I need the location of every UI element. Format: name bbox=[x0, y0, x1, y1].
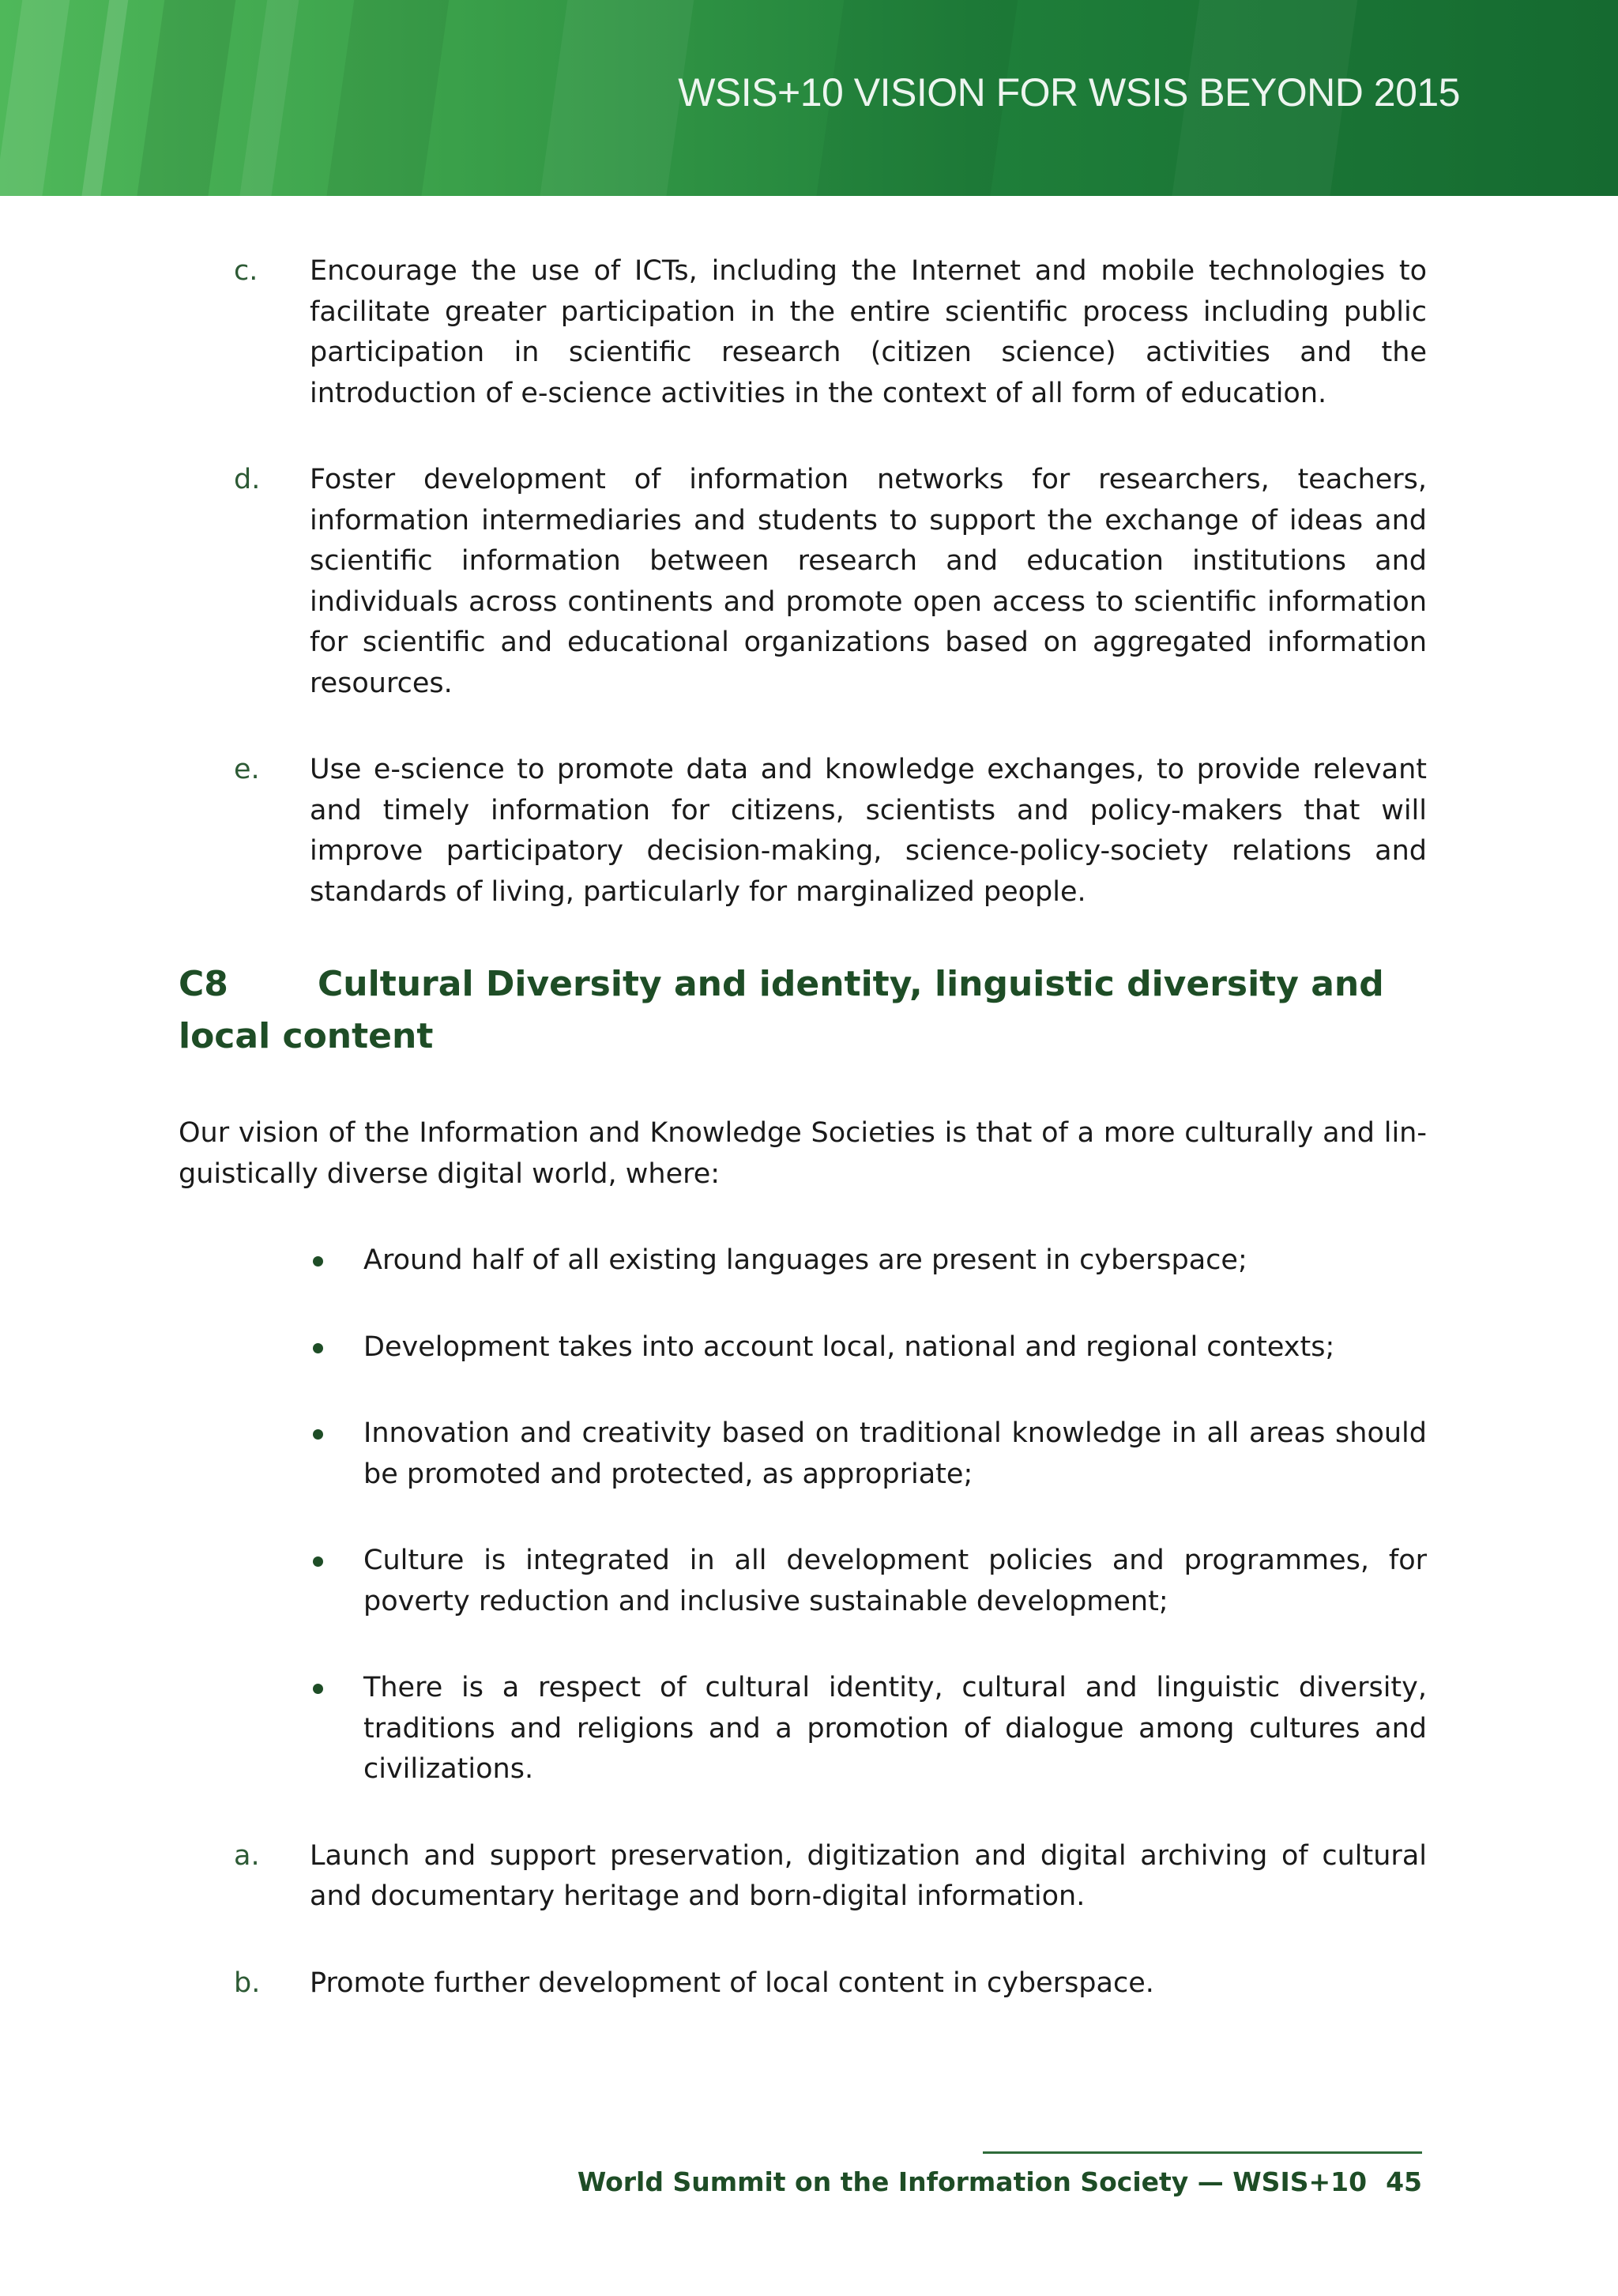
list-item-c bbox=[179, 251, 1427, 414]
bullet-icon bbox=[310, 1668, 363, 1790]
bullet-text: There is a respect of cultural identity, cultural and linguistic diversity, traditions and religions and a promotion of dialogue among cultures and civilizations. bbox=[363, 1672, 1427, 1785]
list-marker: a. bbox=[234, 1839, 260, 1872]
bullet-icon bbox=[310, 1541, 363, 1622]
bullet-text: Development takes into account local, national and regional contexts; bbox=[363, 1331, 1335, 1363]
bullet-text: Culture is integrated in all development policies and programmes, for poverty reduction and inclusive sustainable development; bbox=[363, 1545, 1427, 1617]
bullet-item bbox=[310, 1541, 1427, 1622]
banner-decoration bbox=[536, 0, 696, 196]
list-item-text: Launch and support preservation, digitization and digital archiving of cultural and documentary heritage and born-digital information. bbox=[310, 1839, 1427, 1912]
bullet-item bbox=[310, 1327, 1427, 1368]
section-title: Cultural Diversity and identity, linguistic diversity and local content bbox=[179, 964, 1384, 1056]
footer-text: World Summit on the Information Society — WSIS+10 bbox=[577, 2166, 1368, 2197]
bullet-icon bbox=[310, 1240, 363, 1282]
banner-title: WSIS+10 VISION FOR WSIS BEYOND 2015 bbox=[678, 70, 1460, 115]
bullet-icon bbox=[310, 1413, 363, 1495]
banner-decoration bbox=[0, 0, 72, 196]
list-item-e bbox=[179, 750, 1427, 913]
section-heading bbox=[179, 958, 1427, 1063]
banner-decoration bbox=[323, 0, 451, 196]
list-marker: d. bbox=[234, 464, 261, 495]
list-item-text: Encourage the use of ICTs, including the Internet and mobile technologies to facilitate greater participation in the entire scientific process including public participation in scientific research (citizen science) activities and the introduction of e-science activities in the context of all form of education. bbox=[310, 255, 1427, 409]
list-item-text: Promote further development of local content in cyberspace. bbox=[310, 1967, 1154, 1999]
bullet-text: Around half of all existing languages are present in cyberspace; bbox=[363, 1244, 1247, 1276]
banner-decoration bbox=[236, 0, 301, 196]
bullet-text: Innovation and creativity based on traditional knowledge in all areas should be promoted and protected, as appropriate; bbox=[363, 1417, 1427, 1490]
list-item-d bbox=[179, 460, 1427, 704]
banner-decoration bbox=[78, 0, 130, 196]
list-item-b bbox=[179, 1963, 1427, 2004]
bullet-list bbox=[179, 1240, 1427, 1790]
page-content bbox=[179, 251, 1427, 2049]
list-marker: e. bbox=[234, 754, 260, 785]
banner-decoration bbox=[134, 0, 238, 196]
list-marker: c. bbox=[234, 255, 258, 287]
list-item-a bbox=[179, 1836, 1427, 1918]
bullet-item bbox=[310, 1413, 1427, 1495]
section-intro: Our vision of the Information and Knowledge Societies is that of a more culturally and lin-guistically diverse digital world, where: bbox=[179, 1117, 1427, 1190]
header-banner bbox=[0, 0, 1618, 196]
list-marker: b. bbox=[234, 1967, 261, 1999]
bullet-item bbox=[310, 1668, 1427, 1790]
bullet-item bbox=[310, 1240, 1427, 1282]
page-footer bbox=[578, 2166, 1422, 2197]
footer-divider bbox=[983, 2151, 1422, 2154]
list-item-text: Use e-science to promote data and knowledge exchanges, to provide relevant and timely information for citizens, scientists and policy-makers that will improve participatory decision-making, science-policy-society relations and standards of living, particularly for marginalized people. bbox=[310, 754, 1427, 908]
bullet-icon bbox=[310, 1327, 363, 1368]
section-code: C8 bbox=[179, 964, 228, 1004]
page-number: 45 bbox=[1386, 2166, 1422, 2197]
list-item-text: Foster development of information networks for researchers, teachers, information intermediaries and students to support the exchange of ideas and scientific information between research and education institutions and individuals across continents and promote open access to scientific information for scientific and educational organizations based on aggregated information resources. bbox=[310, 464, 1427, 699]
